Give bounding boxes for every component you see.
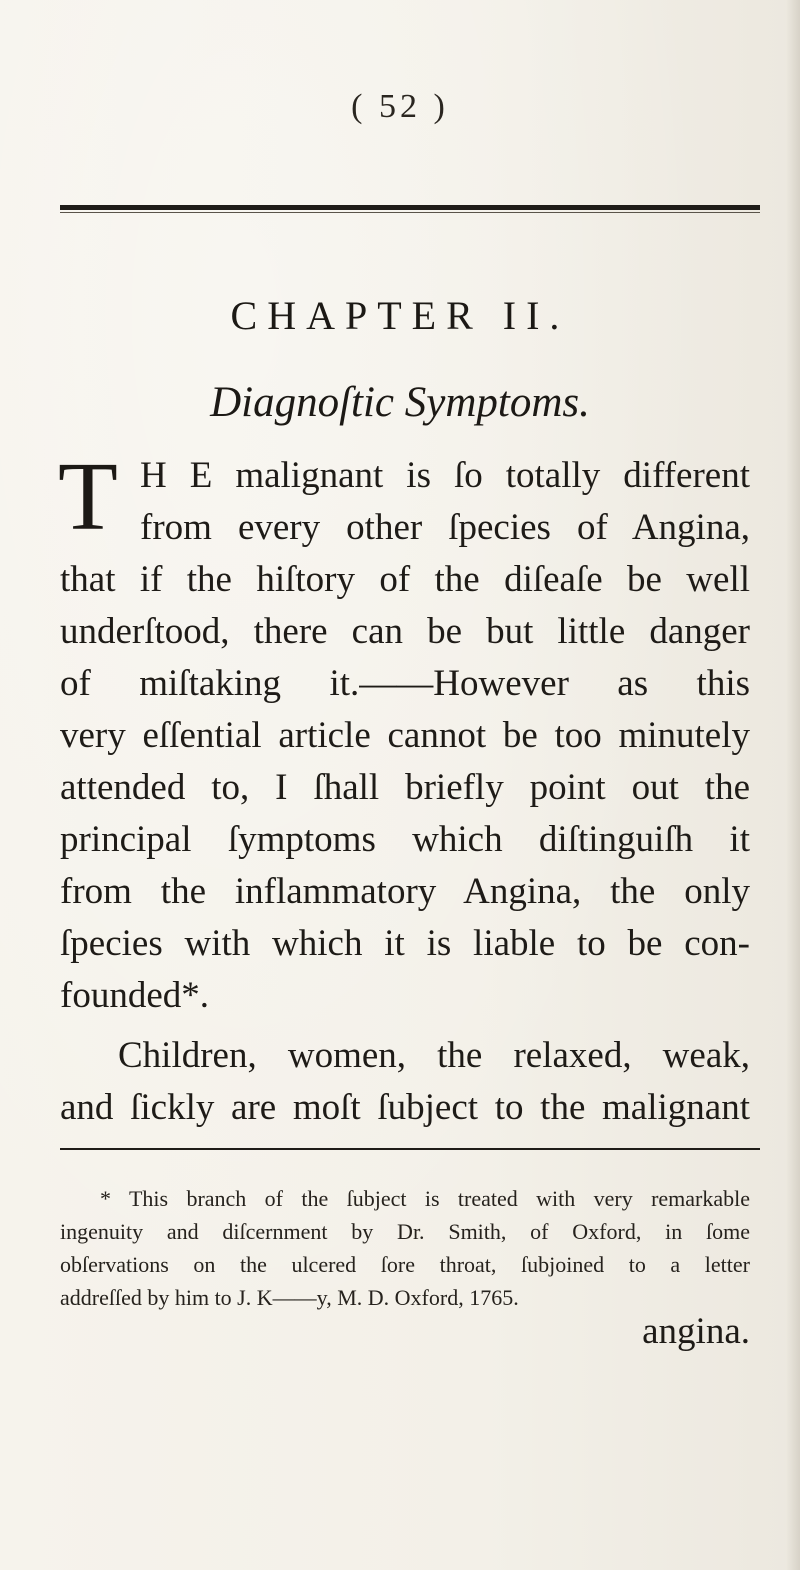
paragraph-line: principal ſymptoms which diſtinguiſh it: [60, 819, 750, 860]
drop-cap: T: [58, 443, 118, 551]
paragraph-line: H E malignant is ſo totally different: [140, 455, 750, 496]
footnote-line: obſervations on the ulcered ſore throat, ſubjoined to a letter: [60, 1252, 750, 1277]
paragraph-line: ſpecies with which it is liable to be con-: [60, 923, 750, 964]
catchword: angina.: [642, 1311, 750, 1352]
page-spine-shadow: [786, 0, 800, 1570]
footnote-rule: [60, 1148, 760, 1150]
paragraph-line: from every other ſpecies of Angina,: [140, 507, 750, 548]
page-number: ( 52 ): [351, 88, 449, 125]
paragraph-line: from the inflammatory Angina, the only: [60, 871, 750, 912]
header-rule-thin: [60, 212, 760, 213]
paragraph-2: [60, 1030, 750, 1134]
paragraph-1: [58, 443, 750, 1022]
footnote-line: ingenuity and diſcernment by Dr. Smith, of Oxford, in ſome: [60, 1219, 750, 1244]
paragraph-line: very eſſential article cannot be too minutely: [60, 715, 750, 756]
chapter-subtitle: Diagnoſtic Symptoms.: [210, 379, 590, 426]
paragraph-line: attended to, I ſhall briefly point out the: [60, 767, 750, 808]
footnote-line: * This branch of the ſubject is treated with very remarkable: [100, 1186, 750, 1211]
paragraph-line: that if the hiſtory of the diſeaſe be well: [60, 559, 750, 600]
paragraph-line: Children, women, the relaxed, weak,: [118, 1035, 750, 1076]
footnote-line: addreſſed by him to J. K——y, M. D. Oxford, 1765.: [60, 1285, 519, 1310]
header-rule: [60, 205, 760, 210]
footnote: [60, 1182, 750, 1314]
paragraph-line: underſtood, there can be but little danger: [60, 611, 750, 652]
paragraph-line: of miſtaking it.——However as this: [60, 663, 750, 704]
chapter-title: CHAPTER II.: [230, 293, 570, 338]
paragraph-line: founded*.: [60, 975, 209, 1016]
paragraph-line: and ſickly are moſt ſubject to the malignant: [60, 1087, 750, 1128]
